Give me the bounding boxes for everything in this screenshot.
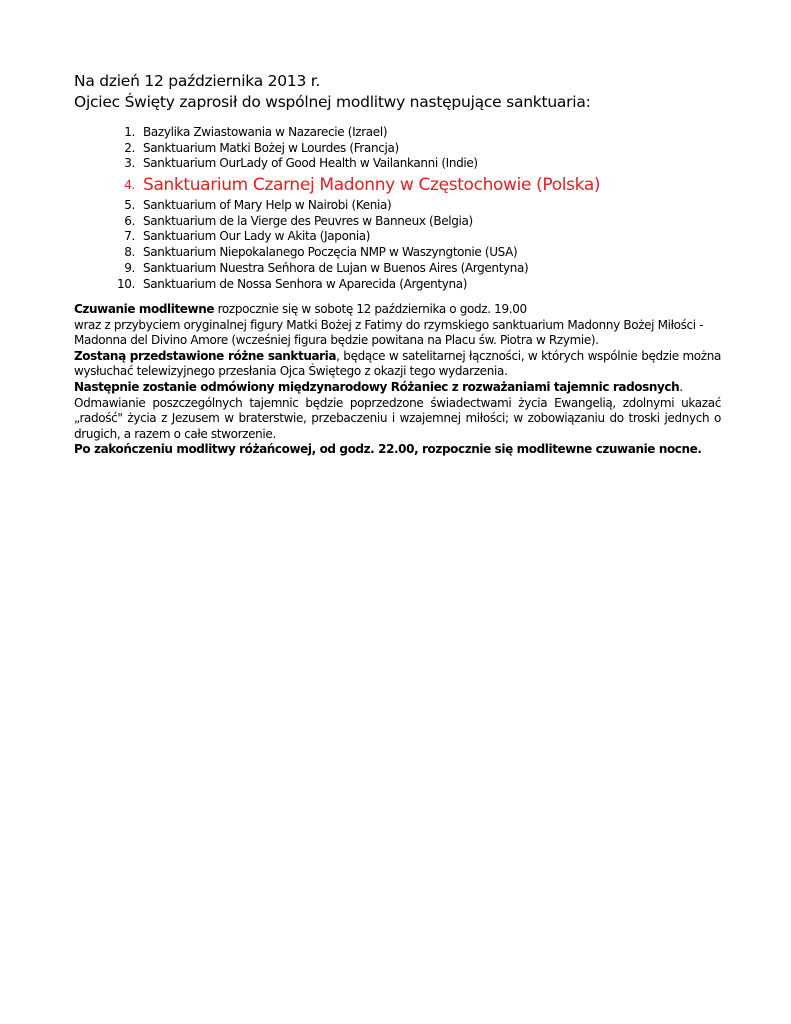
list-item-text: Bazylika Zwiastowania w Nazarecie (Izrael)	[143, 125, 388, 139]
rosary-bold: Następnie zostanie odmówiony międzynarodowy Różaniec z rozważaniami tajemnic radosnych	[74, 379, 680, 394]
list-item-text: Sanktuarium Niepokalanego Poczęcia NMP w Waszyngtonie (USA)	[143, 245, 518, 260]
list-item	[0, 125, 791, 141]
closing-paragraph	[74, 442, 721, 458]
list-item-number: 10.	[116, 276, 135, 291]
list-item	[0, 245, 791, 261]
list-item-highlighted	[0, 174, 791, 196]
list-item-text: Sanktuarium OurLady of Good Health w Vailankanni (Indie)	[143, 156, 478, 171]
mysteries-paragraph: Odmawianie poszczególnych tajemnic będzie poprzedzone świadectwami życia Ewangelią, zdolnymi ukazać „radość" życia z Jezusem w braterstwie, przebaczeniu i wzajemnej miłości; w zobowiązaniu do troski jednych o drugich, a razem o całe stworzenie.	[74, 395, 721, 441]
sanctuary-list	[0, 125, 791, 292]
list-item-number: 5.	[124, 198, 135, 213]
body-text	[74, 302, 721, 458]
rosary-rest: .	[679, 379, 683, 394]
list-item-text: Sanktuarium Matki Bożej w Lourdes (Francja)	[143, 140, 399, 155]
list-item-text: Sanktuarium de Nossa Senhora w Aparecida (Argentyna)	[143, 276, 468, 291]
document-heading	[74, 71, 754, 113]
list-item	[0, 261, 791, 277]
list-item-number: 1.	[124, 125, 135, 139]
fatima-paragraph: wraz z przybyciem oryginalnej figury Matki Bożej z Fatimy do rzymskiego sanktuarium Madonny Bożej Miłości - Madonna del Divino Amore (wcześniej figura będzie powitana na Placu św. Piotra w Rzymie).	[74, 317, 704, 348]
list-item-text: Sanktuarium Our Lady w Akita (Japonia)	[143, 229, 371, 244]
list-item-text: Sanktuarium of Mary Help w Nairobi (Kenia)	[143, 198, 392, 213]
vigil-rest: rozpocznie się w sobotę 12 października o godz. 19.00	[214, 302, 527, 316]
list-item-number: 7.	[124, 229, 135, 244]
closing-bold: Po zakończeniu modlitwy różańcowej, od godz. 22.00, rozpocznie się modlitewne czuwanie nocne.	[74, 442, 702, 457]
list-item-text: Sanktuarium de la Vierge des Peuvres w Banneux (Belgia)	[143, 213, 473, 228]
list-item-number: 3.	[124, 156, 135, 171]
list-item-text: Sanktuarium Czarnej Madonny w Częstochowie (Polska)	[143, 175, 601, 196]
rosary-paragraph	[74, 380, 721, 396]
list-item	[0, 156, 791, 172]
sanctuaries-bold: Zostaną przedstawione różne sanktuaria	[74, 348, 337, 363]
list-item	[0, 277, 791, 293]
list-item	[0, 141, 791, 157]
sanctuaries-paragraph	[74, 349, 721, 380]
list-item-number: 6.	[124, 213, 135, 228]
list-item-number: 8.	[124, 245, 135, 260]
sanctuaries-rest: , będące w satelitarnej łączności, w których wspólnie będzie można wysłuchać telewizyjnego przesłania Ojca Świętego z okazji tego wydarzenia.	[74, 348, 721, 379]
vigil-paragraph	[74, 302, 721, 318]
heading-intro-line: Ojciec Święty zaprosił do wspólnej modlitwy następujące sanktuaria:	[74, 93, 591, 111]
list-item-number: 2.	[124, 140, 135, 155]
list-item	[0, 229, 791, 245]
heading-date-line: Na dzień 12 października 2013 r.	[74, 72, 321, 90]
list-item-text: Sanktuarium Nuestra Seńhora de Lujan w Buenos Aires (Argentyna)	[143, 260, 529, 275]
list-item	[0, 198, 791, 214]
list-item	[0, 214, 791, 230]
vigil-bold: Czuwanie modlitewne	[74, 302, 215, 316]
list-item-number: 4.	[124, 178, 135, 193]
list-item-number: 9.	[124, 260, 135, 275]
